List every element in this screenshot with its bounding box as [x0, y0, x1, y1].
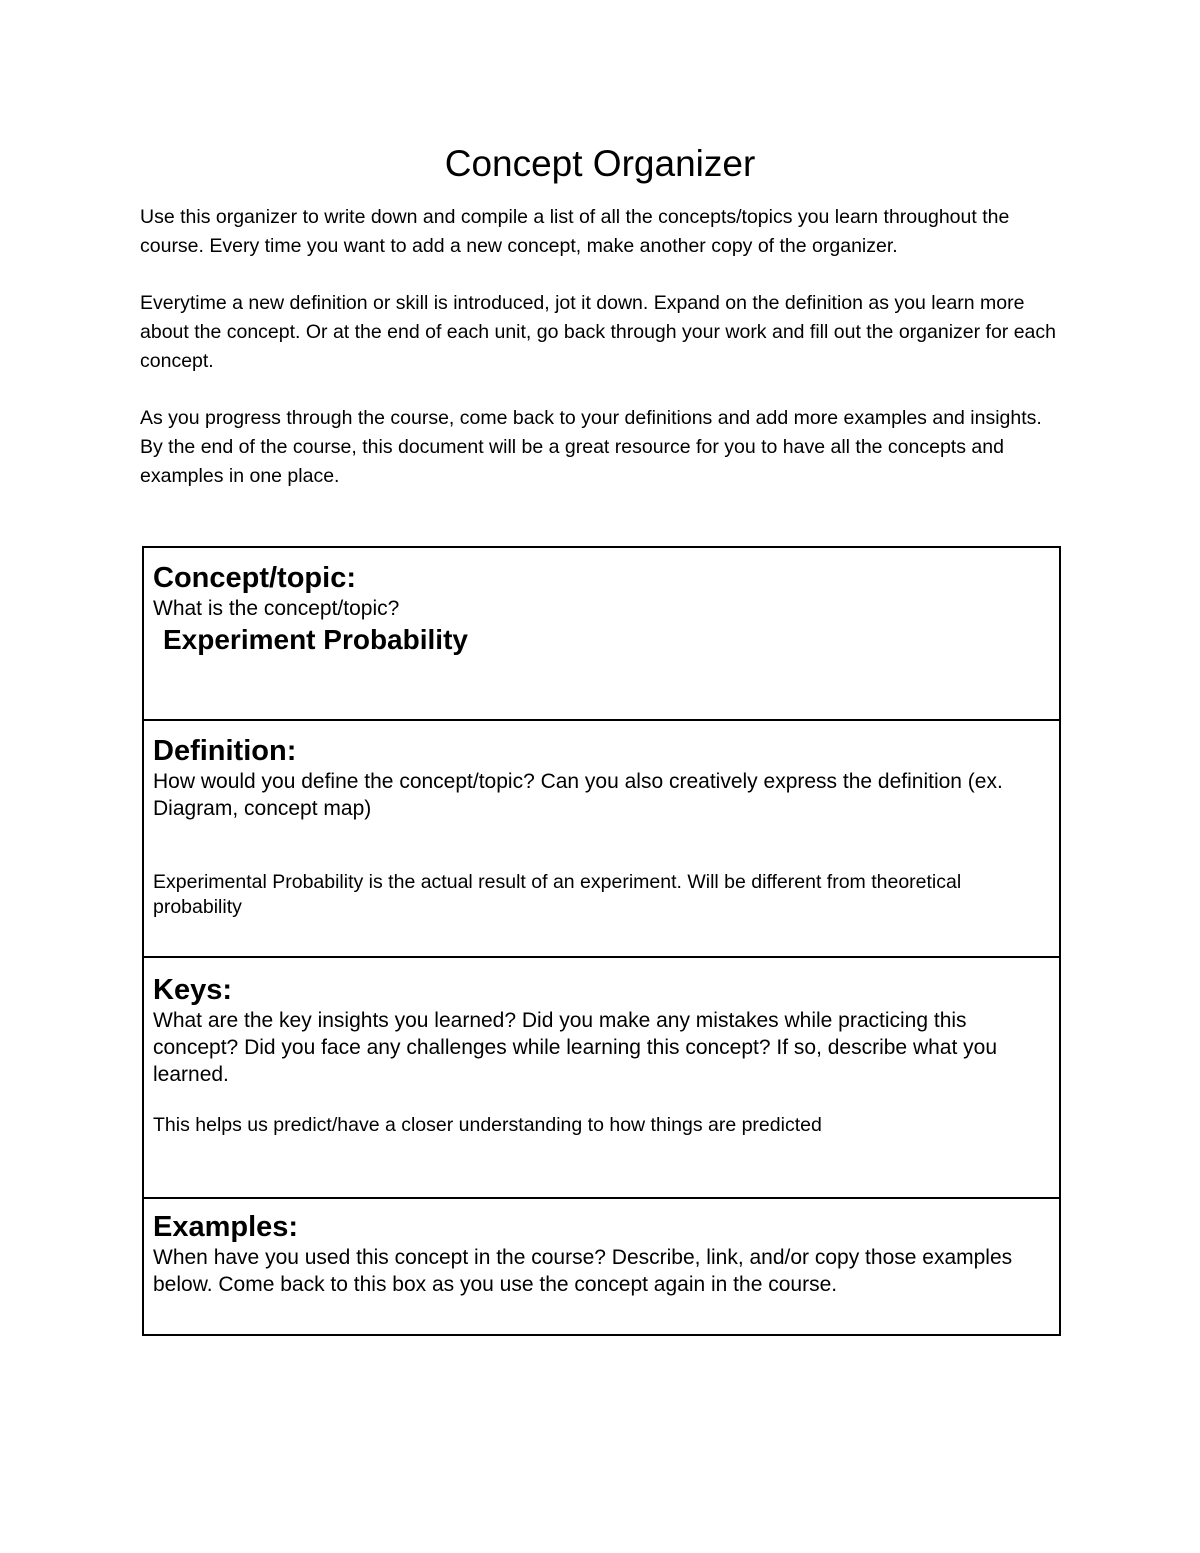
intro-paragraph: Use this organizer to write down and compile a list of all the concepts/topics you learn throughout the course. Every time you want to add a new concept, make another copy of the organizer.: [140, 206, 1010, 257]
concept-organizer-table: [142, 546, 1061, 1336]
examples-section: [144, 1197, 1059, 1334]
keys-answer[interactable]: This helps us predict/have a closer understanding to how things are predicted: [153, 1114, 822, 1136]
page-title: Concept Organizer: [444, 143, 756, 184]
examples-heading: Examples:: [153, 1211, 299, 1243]
concept-section: [144, 548, 1059, 719]
definition-heading: Definition:: [153, 735, 297, 767]
keys-prompt: What are the key insights you learned? Did you make any mistakes while practicing this concept? Did you face any challenges while learning this concept? If so, describe what you learned.: [153, 1009, 997, 1086]
intro-text: [140, 203, 1065, 519]
intro-paragraph: As you progress through the course, come back to your definitions and add more examples and insights. By the end of the course, this document will be a great resource for you to have all the concepts and examples in one place.: [140, 407, 1042, 487]
intro-paragraph: Everytime a new definition or skill is introduced, jot it down. Expand on the definition as you learn more about the concept. Or at the end of each unit, go back through your work and fill out the organizer for each concept.: [140, 292, 1056, 372]
keys-heading: Keys:: [153, 974, 232, 1006]
definition-section: [144, 719, 1059, 956]
keys-section: [144, 956, 1059, 1197]
definition-prompt: How would you define the concept/topic? Can you also creatively express the definition (ex. Diagram, concept map): [153, 770, 1003, 820]
definition-answer[interactable]: Experimental Probability is the actual result of an experiment. Will be different from theoretical probability: [153, 871, 962, 918]
concept-prompt: What is the concept/topic?: [153, 597, 400, 620]
concept-heading: Concept/topic:: [153, 562, 356, 594]
examples-prompt: When have you used this concept in the course? Describe, link, and/or copy those examples below. Come back to this box as you use the concept again in the course.: [153, 1246, 1013, 1296]
concept-answer[interactable]: Experiment Probability: [163, 624, 468, 655]
